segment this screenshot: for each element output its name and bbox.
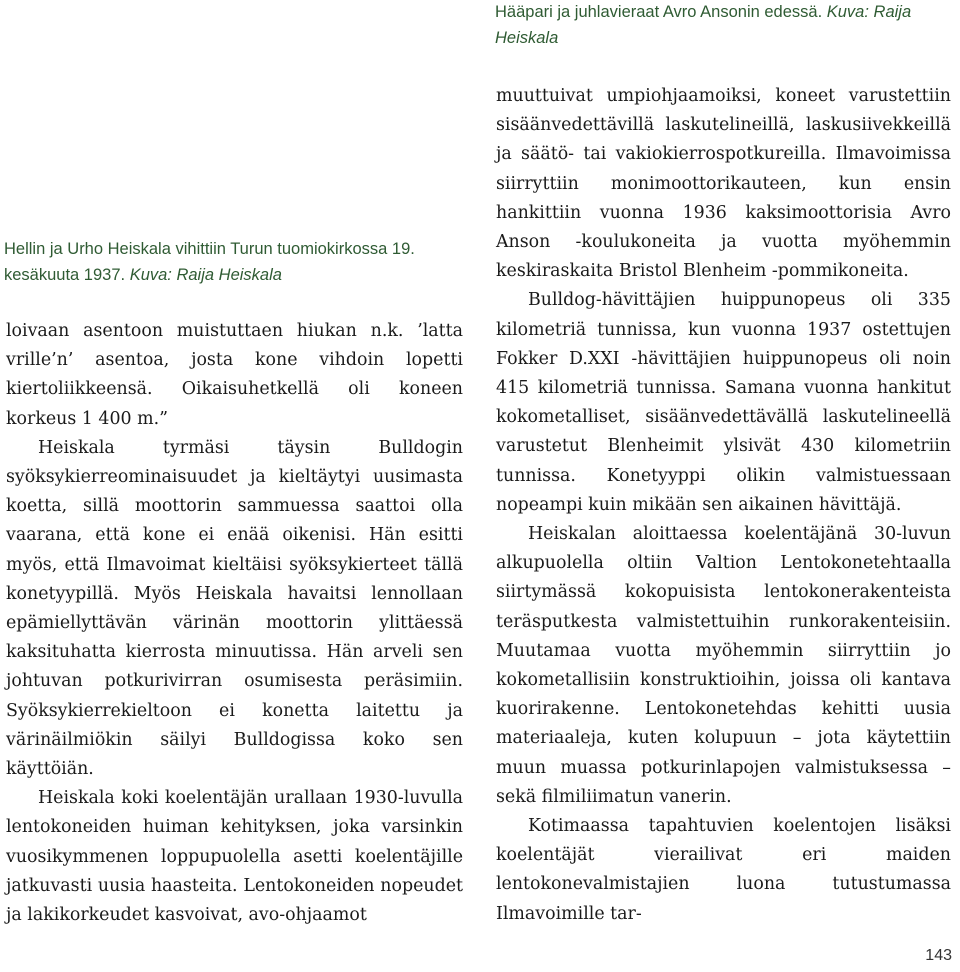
left-column xyxy=(6,317,463,930)
paragraph: Heiskala tyrmäsi täysin Bulldogin syöksykierreominaisuudet ja kieltäytyi uusimasta koetta, sillä moottorin sammuessa saattoi olla vaarana, että kone ei enää oikenisi. Hän esitti myös, että Ilmavoimat kieltäisi syöksykierteet tällä konetyypillä. Myös Heiskala havaitsi lennollaan epämiellyttävän värinän moottorin ylittäessä kaksituhatta kierrosta minuutissa. Hän arveli sen johtuvan potkurivirran osumisesta peräsimiin. Syöksykierrekieltoon ei konetta laitettu ja värinäilmiökin säilyi Bulldogissa koko sen käyttöiän. xyxy=(6,437,463,780)
paragraph: muuttuivat umpiohjaamoiksi, koneet varustettiin sisäänvedettävillä laskutelineillä, laskusiivekkeillä ja säätö- tai vakiokierrospotkureilla. Ilmavoimissa siirryttiin monimoottorikauteen, kun ensin hankittiin vuonna 1936 kaksimoottorisia Avro Anson -koulukoneita ja vuotta myöhemmin keskiraskaita Bristol Blenheim -pommikoneita. xyxy=(496,86,951,282)
page-number: 143 xyxy=(925,947,952,964)
caption-credit: Kuva: Raija Heiskala xyxy=(129,266,282,284)
paragraph: Bulldog-hävittäjien huippunopeus oli 335 kilometriä tunnissa, kun vuonna 1937 ostettujen Fokker D.XXI -hävittäjien huippunopeus oli noin 415 kilometriä tunnissa. Samana vuonna hankitut kokometalliset, sisäänvedettävällä laskutelineellä varustetut Blenheimit ylsivät 430 kilometriin tunnissa. Konetyyppi olikin valmistuessaan nopeampi kuin mikään sen aikainen hävittäjä. xyxy=(496,290,951,515)
caption-left xyxy=(4,236,459,288)
caption-text: Hääpari ja juhlavieraat Avro Ansonin edessä. xyxy=(495,3,827,21)
caption-credit: Kuva: Raija Heiskala xyxy=(495,3,912,47)
caption-text: Hellin ja Urho Heiskala vihittiin Turun tuomiokirkossa 19. kesäkuuta 1937. xyxy=(4,240,415,284)
paragraph: Heiskala koki koelentäjän urallaan 1930-luvulla lentokoneiden huiman kehityksen, joka varsinkin vuosikymmenen loppupuolella asetti koelentäjille jatkuvasti uusia haasteita. Lentokoneiden nopeudet ja lakikorkeudet kasvoivat, avo-ohjaamot xyxy=(6,788,463,926)
paragraph: Heiskalan aloittaessa koelentäjänä 30-luvun alkupuolella oltiin Valtion Lentokonetehtaalla siirtymässä kokopuisista lentokonerakenteista teräsputkesta valmistettuihin runkorakenteisiin. Muutamaa vuotta myöhemmin siirryttiin jo kokometallisiin konstruktioihin, joissa oli kantava kuorirakenne. Lentokonetehdas kehitti uusia materiaaleja, kuten kolupuun – jota käytettiin muun muassa potkurinlapojen valmistuksessa – sekä filmiliimatun vanerin. xyxy=(496,524,951,807)
right-column xyxy=(496,82,951,929)
paragraph: Kotimaassa tapahtuvien koelentojen lisäksi koelentäjät vierailivat eri maiden lentokonevalmistajien luona tutustumassa Ilmavoimille tar- xyxy=(496,816,951,924)
paragraph: loivaan asentoon muistuttaen hiukan n.k. ’latta vrille’n’ asentoa, josta kone vihdoin lopetti kiertoliikkeensä. Oikaisuhetkellä oli koneen korkeus 1 400 m.” xyxy=(6,321,463,429)
caption-top-right xyxy=(495,0,943,51)
